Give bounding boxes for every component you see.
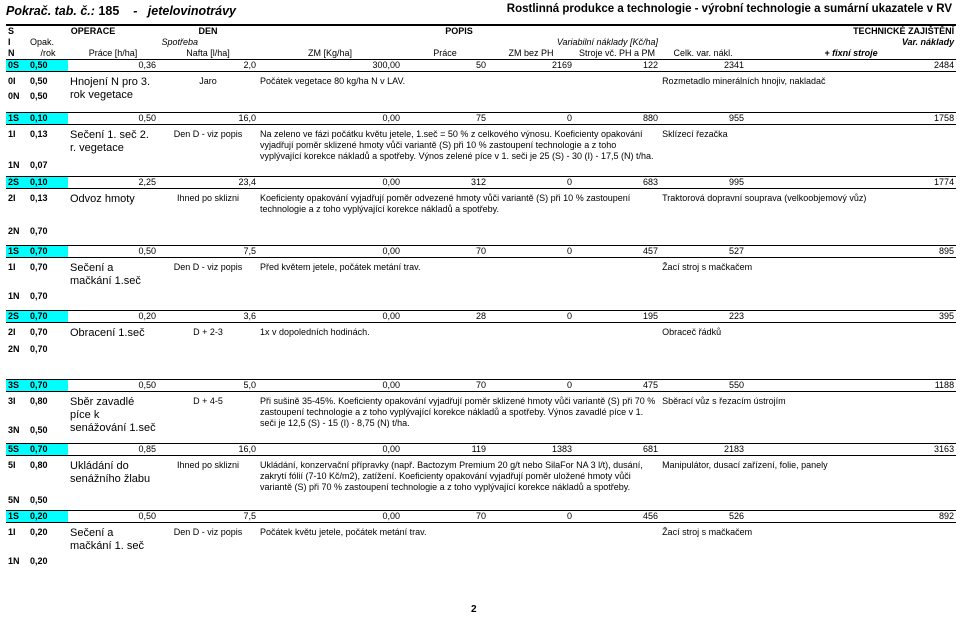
s-opak: 0,70: [28, 311, 68, 323]
value-cell: 16,0: [158, 444, 258, 456]
col-celk: Celk. var. nákl.: [660, 48, 746, 60]
col-zm-bez-ph: ZM bez PH: [488, 48, 574, 60]
i-code: 5I: [8, 460, 16, 470]
value-cell: 0,85: [68, 444, 158, 456]
i-opak: 0,70: [30, 327, 48, 337]
s-opak: 0,70: [28, 246, 68, 258]
value-cell: 3163: [746, 444, 956, 456]
value-cell: 0,00: [258, 380, 402, 392]
n-opak: 0,20: [30, 556, 48, 566]
page-number: 2: [471, 604, 477, 615]
technology-table: [6, 24, 956, 574]
operation-tech: Žací stroj s mačkačem: [662, 262, 753, 272]
col-nafta: Nafta [l/ha]: [158, 48, 258, 60]
crop-name: jetelovinotrávy: [147, 4, 237, 18]
i-opak: 0,80: [30, 460, 48, 470]
summary-row: [6, 246, 956, 258]
table-code-number: 185: [98, 4, 120, 18]
value-cell: 23,4: [158, 177, 258, 189]
value-cell: 892: [746, 511, 956, 523]
detail-row: [6, 392, 956, 437]
value-cell: 1758: [746, 113, 956, 125]
value-cell: 2341: [660, 60, 746, 72]
operations-body: [6, 60, 956, 575]
detail-row: [6, 72, 956, 103]
operation-tech: Obraceč řádků: [662, 327, 722, 337]
s-code: 1S: [6, 511, 28, 523]
i-code: 2I: [8, 327, 16, 337]
operation-popis: Počátek vegetace 80 kg/ha N v LAV.: [260, 76, 406, 86]
detail-row: [6, 125, 956, 172]
value-cell: 2,0: [158, 60, 258, 72]
operation-name: Ukládání do senážního žlabu: [70, 460, 151, 485]
i-opak: 0,70: [30, 262, 48, 272]
col-s: S: [6, 25, 28, 37]
doc-title: Rostlinná produkce a technologie - výrobní technologie a sumární ukazatele v RV: [506, 3, 952, 15]
detail-row: [6, 323, 956, 356]
i-n-opak: [28, 189, 68, 238]
n-code: 2N: [8, 344, 20, 354]
operation-popis: Koeficienty opakování vyjadřují poměr odvezené hmoty vůči variantě (S) při 10 % zastoupení technologie a z toho vyplývající korekce nákladů a spotřeby.: [260, 193, 631, 214]
value-cell: 0,50: [68, 511, 158, 523]
operation-tech: Sklízecí řezačka: [662, 129, 728, 139]
value-cell: 1774: [746, 177, 956, 189]
n-code: 1N: [8, 291, 20, 301]
operation-den: Ihned po sklizni: [177, 193, 240, 203]
value-cell: 475: [574, 380, 660, 392]
operation-popis: Na zeleno ve fázi počátku květu jetele, 1.seč = 50 % z celkového výnosu. Koeficienty opakování vyjadřují poměr sklizené hmoty vůči variantě (S) při 10 % zastoupení technologie a z toho vyplývající korekce nákladů a spotřeby. Výnos zelené píce v 1. seči je 25 (S) - 30 (I) - 17,5 (N) t/ha.: [260, 129, 654, 161]
i-n-opak: [28, 125, 68, 172]
n-code: 3N: [8, 425, 20, 435]
i-code: 1I: [8, 527, 16, 537]
s-opak: 0,70: [28, 380, 68, 392]
value-cell: 2484: [746, 60, 956, 72]
s-opak: 0,10: [28, 113, 68, 125]
value-cell: 5,0: [158, 380, 258, 392]
value-cell: 0,00: [258, 444, 402, 456]
i-opak: 0,13: [30, 193, 48, 203]
summary-row: [6, 511, 956, 523]
value-cell: 7,5: [158, 246, 258, 258]
i-n-codes: [6, 72, 28, 103]
value-cell: 122: [574, 60, 660, 72]
value-cell: 119: [402, 444, 488, 456]
i-opak: 0,50: [30, 76, 48, 86]
col-tech: TECHNICKÉ ZAJIŠTĚNÍ: [660, 25, 956, 37]
value-cell: 526: [660, 511, 746, 523]
n-code: 1N: [8, 556, 20, 566]
value-cell: 0: [488, 246, 574, 258]
value-cell: 0,50: [68, 246, 158, 258]
value-cell: 2169: [488, 60, 574, 72]
header-row-1: [6, 25, 956, 37]
i-opak: 0,20: [30, 527, 48, 537]
col-opak: Opak.: [30, 37, 55, 47]
operation-den: D + 2-3: [193, 327, 223, 337]
col-stroje: Stroje vč. PH a PM: [574, 48, 660, 60]
n-opak: 0,70: [30, 344, 48, 354]
col-var-naklady: Variabilní náklady [Kč/ha]: [556, 37, 659, 47]
operation-tech: Sběrací vůz s řezacím ústrojím: [662, 396, 786, 406]
n-opak: 0,50: [30, 91, 48, 101]
s-code: 0S: [6, 60, 28, 72]
value-cell: 681: [574, 444, 660, 456]
value-cell: 312: [402, 177, 488, 189]
header-dash: -: [133, 4, 138, 18]
s-code: 1S: [6, 246, 28, 258]
s-code: 2S: [6, 311, 28, 323]
col-operace: OPERACE: [28, 25, 158, 37]
col-var-naklady-2: Var. náklady: [901, 37, 955, 47]
value-cell: 995: [660, 177, 746, 189]
value-cell: 300,00: [258, 60, 402, 72]
value-cell: 0,00: [258, 113, 402, 125]
operation-den: Jaro: [199, 76, 217, 86]
n-code: 2N: [8, 226, 20, 236]
summary-row: [6, 444, 956, 456]
i-code: 1I: [8, 129, 16, 139]
detail-row: [6, 258, 956, 303]
i-n-opak: [28, 323, 68, 356]
value-cell: 683: [574, 177, 660, 189]
col-prace-hha: Práce [h/ha]: [68, 48, 158, 60]
value-cell: 1188: [746, 380, 956, 392]
row-spacer: [6, 436, 956, 444]
value-cell: 0,00: [258, 246, 402, 258]
row-spacer: [6, 355, 956, 380]
s-opak: 0,20: [28, 511, 68, 523]
i-n-codes: [6, 392, 28, 437]
operation-tech: Žací stroj s mačkačem: [662, 527, 753, 537]
col-zm: ZM [Kg/ha]: [258, 48, 402, 60]
value-cell: 0,00: [258, 177, 402, 189]
operation-popis: Před květem jetele, počátek metání trav.: [260, 262, 421, 272]
n-code: 1N: [8, 160, 20, 170]
i-code: 3I: [8, 396, 16, 406]
detail-row: [6, 523, 956, 568]
operation-popis: 1x v dopoledních hodinách.: [260, 327, 370, 337]
col-spotreba: Spotřeba: [161, 37, 199, 47]
i-opak: 0,13: [30, 129, 48, 139]
value-cell: 2183: [660, 444, 746, 456]
value-cell: 0,50: [68, 113, 158, 125]
i-code: 1I: [8, 262, 16, 272]
header-row-2: [6, 37, 956, 48]
i-n-codes: [6, 189, 28, 238]
col-prace: Práce: [402, 48, 488, 60]
summary-row: [6, 311, 956, 323]
i-n-codes: [6, 523, 28, 568]
col-rok: /rok: [28, 48, 68, 60]
value-cell: 3,6: [158, 311, 258, 323]
operation-name: Sběr zavadlé píce k senážování 1.seč: [70, 396, 156, 434]
summary-row: [6, 380, 956, 392]
i-n-opak: [28, 456, 68, 507]
value-cell: 7,5: [158, 511, 258, 523]
i-n-opak: [28, 523, 68, 568]
n-opak: 0,70: [30, 226, 48, 236]
i-n-opak: [28, 72, 68, 103]
operation-popis: Ukládání, konzervační přípravky (např. Bactozym Premium 20 g/t nebo SilaFor NA 3 l/t), dusání, zakrytí fólií (7-10 Kč/m2), zatížení. Koeficienty opakování vyjadřují poměr uložené hmoty vůči variantě (S) při 70 % zastoupení technologie a z toho vyplývající korekce nákladů a spotřeby.: [260, 460, 643, 492]
s-code: 2S: [6, 177, 28, 189]
value-cell: 50: [402, 60, 488, 72]
operation-den: Den D - viz popis: [173, 262, 243, 272]
value-cell: 2,25: [68, 177, 158, 189]
operation-tech: Rozmetadlo minerálních hnojiv, nakladač: [662, 76, 826, 86]
operation-den: Den D - viz popis: [173, 129, 243, 139]
value-cell: 0: [488, 511, 574, 523]
operation-name: Odvoz hmoty: [70, 193, 135, 205]
value-cell: 527: [660, 246, 746, 258]
detail-row: [6, 189, 956, 238]
s-opak: 0,50: [28, 60, 68, 72]
row-spacer: [6, 567, 956, 574]
operation-den: Ihned po sklizni: [177, 460, 240, 470]
operation-name: Hnojení N pro 3. rok vegetace: [70, 76, 151, 101]
value-cell: 75: [402, 113, 488, 125]
header-row-3: [6, 48, 956, 60]
i-n-opak: [28, 258, 68, 303]
operation-name: Sečení 1. seč 2. r. vegetace: [70, 129, 149, 154]
n-opak: 0,07: [30, 160, 48, 170]
value-cell: 28: [402, 311, 488, 323]
operation-den: D + 4-5: [193, 396, 223, 406]
s-code: 5S: [6, 444, 28, 456]
col-fixni: + fixní stroje: [746, 48, 956, 60]
summary-row: [6, 177, 956, 189]
value-cell: 0,00: [258, 511, 402, 523]
i-n-codes: [6, 125, 28, 172]
n-code: 5N: [8, 495, 20, 505]
row-spacer: [6, 302, 956, 311]
n-opak: 0,70: [30, 291, 48, 301]
operation-tech: Traktorová dopravní souprava (velkoobjemový vůz): [662, 193, 867, 203]
value-cell: 223: [660, 311, 746, 323]
col-popis: POPIS: [258, 25, 660, 37]
s-code: 1S: [6, 113, 28, 125]
operation-den: Den D - viz popis: [173, 527, 243, 537]
value-cell: 0: [488, 113, 574, 125]
operation-name: Obracení 1.seč: [70, 327, 145, 339]
value-cell: 880: [574, 113, 660, 125]
s-opak: 0,70: [28, 444, 68, 456]
row-spacer: [6, 102, 956, 113]
detail-row: [6, 456, 956, 507]
i-n-codes: [6, 258, 28, 303]
summary-row: [6, 113, 956, 125]
s-opak: 0,10: [28, 177, 68, 189]
col-i: I: [8, 37, 11, 47]
summary-row: [6, 60, 956, 72]
i-code: 2I: [8, 193, 16, 203]
value-cell: 0,20: [68, 311, 158, 323]
table-code-label: Pokrač. tab. č.:: [6, 4, 95, 18]
n-code: 0N: [8, 91, 20, 101]
value-cell: 0: [488, 177, 574, 189]
value-cell: 395: [746, 311, 956, 323]
row-spacer: [6, 237, 956, 246]
value-cell: 0: [488, 380, 574, 392]
i-n-opak: [28, 392, 68, 437]
value-cell: 70: [402, 246, 488, 258]
value-cell: 456: [574, 511, 660, 523]
col-den: DEN: [158, 25, 258, 37]
operation-name: Sečení a mačkání 1.seč: [70, 262, 141, 287]
value-cell: 0,36: [68, 60, 158, 72]
value-cell: 0,50: [68, 380, 158, 392]
value-cell: 70: [402, 380, 488, 392]
value-cell: 0,00: [258, 311, 402, 323]
s-code: 3S: [6, 380, 28, 392]
value-cell: 16,0: [158, 113, 258, 125]
operation-popis: Počátek květu jetele, počátek metání trav.: [260, 527, 427, 537]
operation-name: Sečení a mačkání 1. seč: [70, 527, 144, 552]
i-n-codes: [6, 456, 28, 507]
n-opak: 0,50: [30, 495, 48, 505]
i-n-codes: [6, 323, 28, 356]
i-code: 0I: [8, 76, 16, 86]
doc-header-left: [6, 4, 236, 18]
value-cell: 955: [660, 113, 746, 125]
value-cell: 550: [660, 380, 746, 392]
value-cell: 195: [574, 311, 660, 323]
value-cell: 895: [746, 246, 956, 258]
value-cell: 70: [402, 511, 488, 523]
value-cell: 457: [574, 246, 660, 258]
operation-popis: Při sušině 35-45%. Koeficienty opakování vyjadřují poměr sklizené hmoty vůči variantě (S) při 70 % zastoupení technologie a z toho vyplývající korekce nákladů a spotřeby. Výnos zavadlé píce v 1. seči je 12,5 (S) - 15 (I) - 8,75 (N) t/ha.: [260, 396, 656, 428]
col-n: N: [6, 48, 28, 60]
operation-tech: Manipulátor, dusací zařízení, folie, panely: [662, 460, 828, 470]
n-opak: 0,50: [30, 425, 48, 435]
value-cell: 1383: [488, 444, 574, 456]
i-opak: 0,80: [30, 396, 48, 406]
value-cell: 0: [488, 311, 574, 323]
